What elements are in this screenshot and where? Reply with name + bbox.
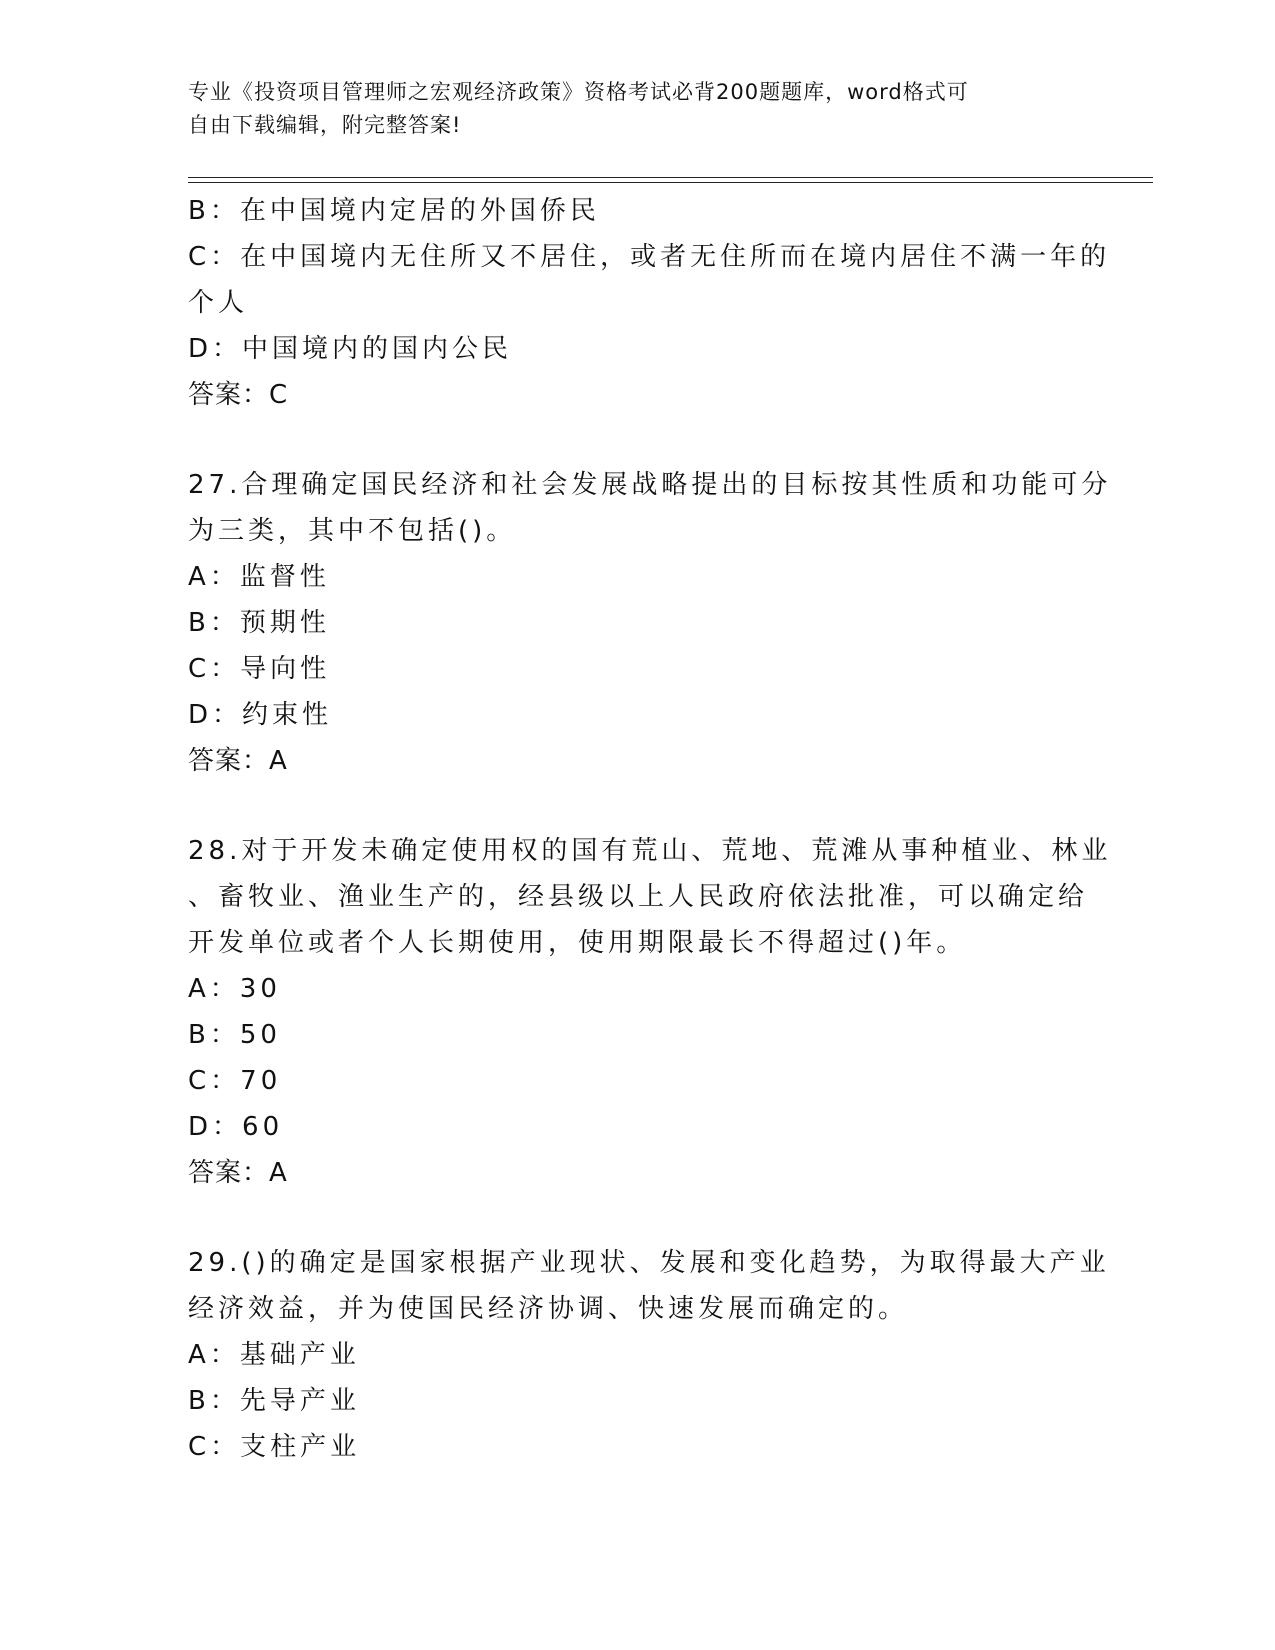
document-header [188, 76, 1068, 142]
header-line-1: 专业《投资项目管理师之宏观经济政策》资格考试必背200题题库，word格式可 [188, 80, 969, 104]
q28-stem-line-2: 、畜牧业、渔业生产的，经县级以上人民政府依法批准，可以确定给 [188, 882, 1089, 912]
question-27 [188, 462, 1112, 784]
spacer [188, 418, 1088, 462]
question-28 [188, 828, 1112, 1196]
q28-option-c: C：70 [188, 1066, 282, 1096]
question-content [188, 188, 1112, 1470]
q27-stem-line-2: 为三类，其中不包括()。 [188, 516, 517, 546]
q28-option-b: B：50 [188, 1020, 281, 1050]
q29-option-b: B：先导产业 [188, 1386, 360, 1416]
question-29 [188, 1240, 1110, 1470]
q28-stem-line-1: 28.对于开发未确定使用权的国有荒山、荒地、荒滩从事种植业、林业 [188, 836, 1112, 866]
spacer [188, 784, 1088, 828]
q29-stem-line-1: 29.()的确定是国家根据产业现状、发展和变化趋势，为取得最大产业 [188, 1248, 1110, 1278]
q27-option-b: B：预期性 [188, 608, 330, 638]
header-divider-bottom [188, 182, 1153, 183]
q27-answer: 答案：A [188, 746, 288, 776]
q26-option-d: D：中国境内的国内公民 [188, 334, 513, 364]
q29-option-a: A：基础产业 [188, 1340, 360, 1370]
q27-option-d: D：约束性 [188, 700, 333, 730]
q27-stem-line-1: 27.合理确定国民经济和社会发展战略提出的目标按其性质和功能可分 [188, 470, 1112, 500]
q26-option-c-line-1: C：在中国境内无住所又不居住，或者无住所而在境内居住不满一年的 [188, 242, 1111, 272]
question-26 [188, 188, 1111, 418]
q27-option-a: A：监督性 [188, 562, 330, 592]
q27-option-c: C：导向性 [188, 654, 331, 684]
q26-option-b: B：在中国境内定居的外国侨民 [188, 196, 600, 226]
spacer [188, 1196, 1088, 1240]
q28-answer: 答案：A [188, 1158, 288, 1188]
header-divider-top [188, 177, 1153, 178]
q29-option-c: C：支柱产业 [188, 1432, 361, 1462]
q29-stem-line-2: 经济效益，并为使国民经济协调、快速发展而确定的。 [188, 1294, 909, 1324]
q28-option-a: A：30 [188, 974, 281, 1004]
q26-answer: 答案：C [188, 380, 289, 410]
q28-option-d: D：60 [188, 1112, 284, 1142]
q28-stem-line-3: 开发单位或者个人长期使用，使用期限最长不得超过()年。 [188, 928, 967, 958]
q26-option-c-line-2: 个人 [188, 288, 249, 318]
header-line-2: 自由下载编辑，附完整答案! [188, 113, 462, 137]
